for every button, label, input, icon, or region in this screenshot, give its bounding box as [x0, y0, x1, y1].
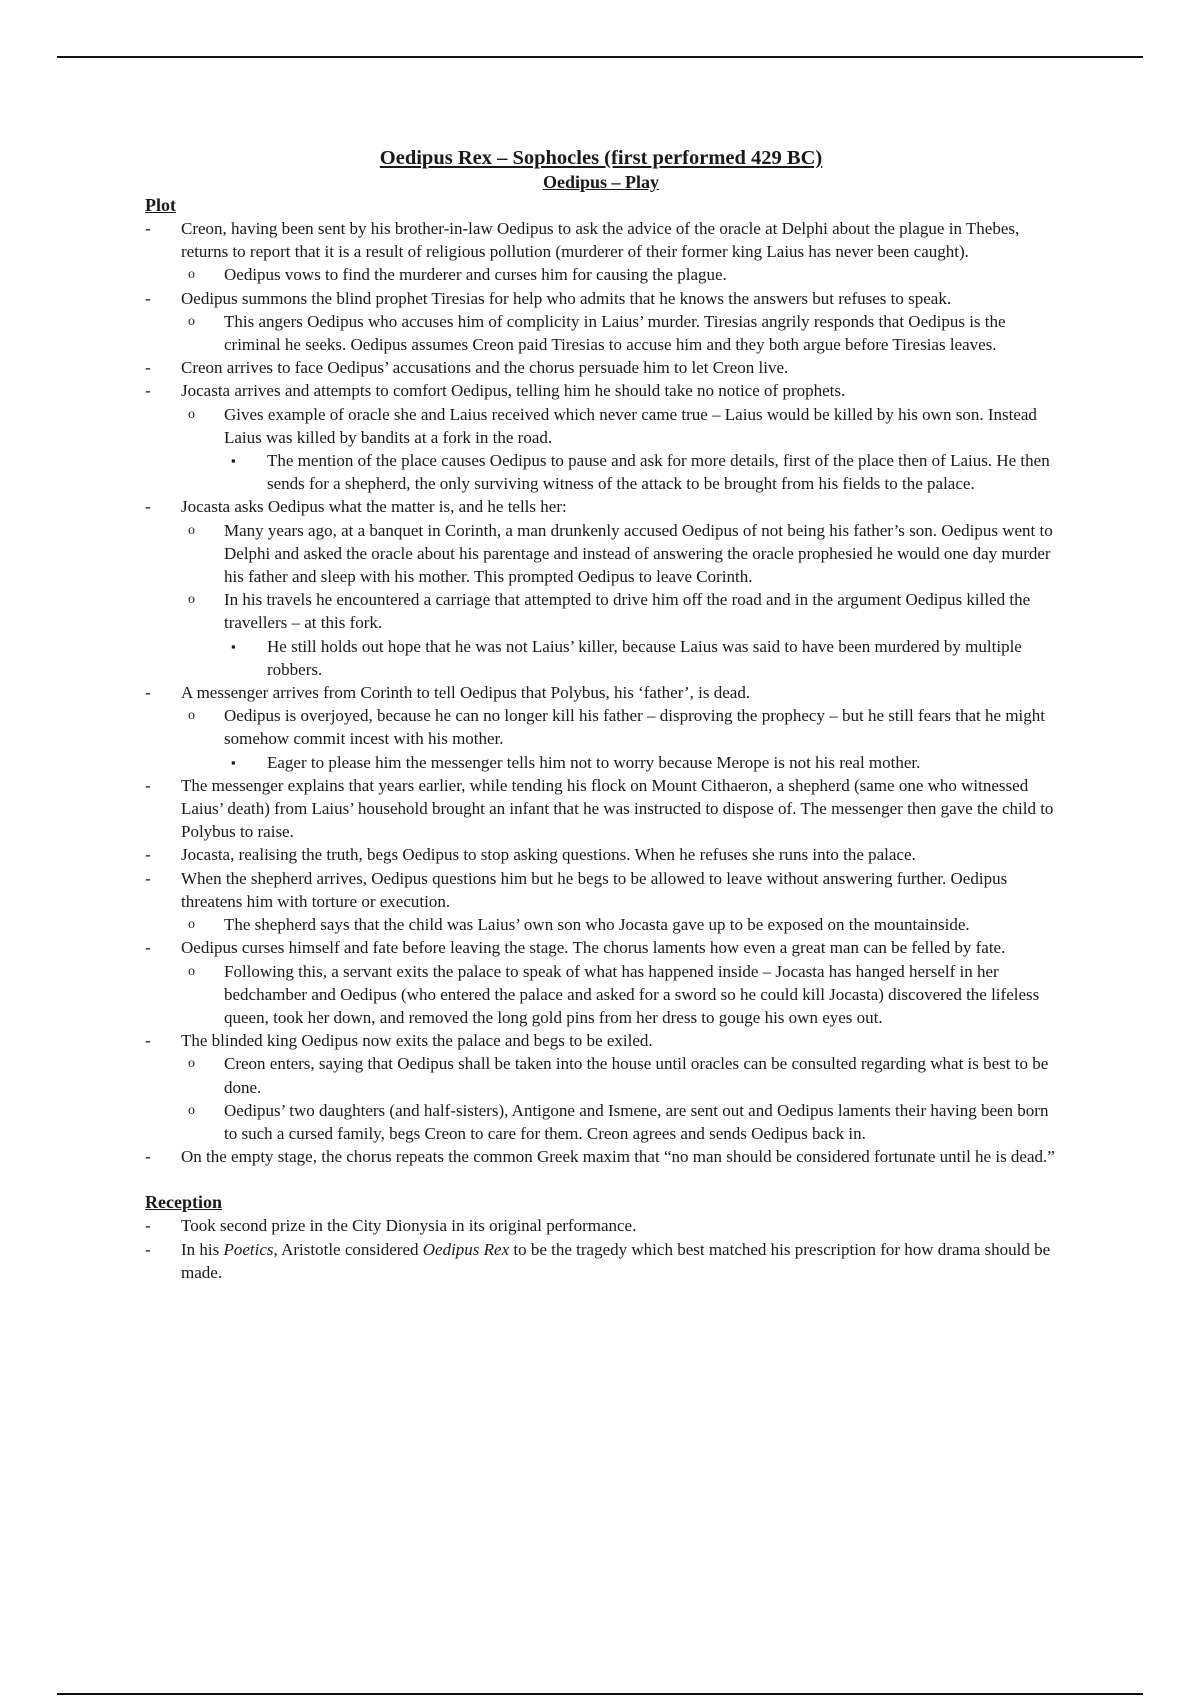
plot-heading: Plot [145, 195, 176, 215]
list-item-text [181, 1238, 1057, 1284]
document-title: Oedipus Rex – Sophocles (first performed 429 BC) [379, 147, 823, 169]
circle-bullet-icon [188, 913, 195, 936]
list-item [145, 1029, 1057, 1052]
list-item [145, 287, 1057, 310]
list-item-text: Creon, having been sent by his brother-in-law Oedipus to ask the advice of the oracle at Delphi about the plague in Thebes, returns to report that it is a result of religious pollution (murderer of their former king Laius has never been caught). [181, 219, 1020, 262]
list-item-text: Creon enters, saying that Oedipus shall be taken into the house until oracles can be consulted regarding what is best to be done. [224, 1054, 1049, 1097]
list-item-text: Gives example of oracle she and Laius received which never came true – Laius would be killed by his own son. Instead Laius was killed by bandits at a fork in the road. [224, 404, 1037, 447]
list-item-text: Oedipus curses himself and fate before leaving the stage. The chorus laments how even a great man can be felled by fate. [181, 938, 1006, 958]
bottom-rule [57, 1693, 1143, 1695]
list-item [145, 1099, 1057, 1145]
square-bullet-icon [231, 751, 236, 774]
dash-bullet-icon [145, 1238, 151, 1261]
list-item-text: Following this, a servant exits the palace to speak of what has happened inside – Jocasta has hanged herself in her bedchamber and Oedipus (who entered the palace and asked for a sword so he could kill Jocasta) discovered the lifeless queen, took her down, and removed the long gold pins from her dress to gouge his own eyes out. [224, 961, 1040, 1027]
list-item [145, 1145, 1057, 1168]
plot-list [145, 217, 1057, 1168]
list-item-text: Many years ago, at a banquet in Corinth, a man drunkenly accused Oedipus of not being his father’s son. Oedipus went to Delphi and asked the oracle about his parentage and instead of answering the oracle prophesied he would one day murder his father and sleep with his mother. This prompted Oedipus to leave Corinth. [224, 520, 1053, 587]
circle-bullet-icon [188, 310, 195, 333]
square-bullet-icon [231, 635, 236, 658]
dash-bullet-icon [145, 1029, 151, 1052]
dash-bullet-icon [145, 217, 151, 240]
list-item [145, 843, 1057, 866]
text-run: to be the tragedy which best matched his prescription for how drama should be made. [181, 1239, 1051, 1282]
dash-bullet-icon [145, 681, 151, 704]
dash-bullet-icon [145, 867, 151, 890]
list-item [145, 704, 1057, 750]
list-item-text: Creon arrives to face Oedipus’ accusations and the chorus persuade him to let Creon live. [181, 358, 789, 378]
list-item-text: The messenger explains that years earlier, while tending his flock on Mount Cithaeron, a shepherd (same one who witnessed Laius’ death) from Laius’ household brought an infant that he was instructed to dispose of. The messenger then gave the child to Polybus to raise. [181, 775, 1054, 842]
list-item [145, 495, 1057, 518]
dash-bullet-icon [145, 774, 151, 797]
list-item [145, 310, 1057, 356]
list-item-text: Jocasta asks Oedipus what the matter is, and he tells her: [181, 497, 567, 517]
list-item [145, 519, 1057, 589]
list-item [145, 681, 1057, 704]
dash-bullet-icon [145, 1145, 151, 1168]
text-run: , Aristotle considered [273, 1239, 423, 1259]
list-item-text: Jocasta, realising the truth, begs Oedipus to stop asking questions. When he refuses she runs into the palace. [181, 845, 916, 865]
list-item-text: He still holds out hope that he was not Laius’ killer, because Laius was said to have been murdered by multiple robbers. [267, 636, 1022, 679]
list-item [145, 1052, 1057, 1098]
circle-bullet-icon [188, 960, 195, 983]
list-item [145, 774, 1057, 844]
square-bullet-icon [231, 449, 236, 472]
dash-bullet-icon [145, 379, 151, 402]
list-item [145, 913, 1057, 936]
list-item [145, 936, 1057, 959]
list-item [145, 588, 1057, 634]
dash-bullet-icon [145, 287, 151, 310]
list-item-text: When the shepherd arrives, Oedipus questions him but he begs to be allowed to leave without answering further. Oedipus threatens him with torture or execution. [181, 868, 1008, 911]
list-item-text: Took second prize in the City Dionysia in its original performance. [181, 1216, 637, 1236]
list-item-text: The shepherd says that the child was Laius’ own son who Jocasta gave up to be exposed on the mountainside. [224, 915, 970, 935]
list-item [145, 1214, 1057, 1237]
list-item-text: A messenger arrives from Corinth to tell Oedipus that Polybus, his ‘father’, is dead. [181, 683, 751, 703]
circle-bullet-icon [188, 1099, 195, 1122]
list-item [145, 449, 1057, 495]
circle-bullet-icon [188, 519, 195, 542]
list-item-text: On the empty stage, the chorus repeats the common Greek maxim that “no man should be considered fortunate until he is dead.” [181, 1147, 1055, 1167]
circle-bullet-icon [188, 588, 195, 611]
list-item-text: Eager to please him the messenger tells him not to worry because Merope is not his real mother. [267, 752, 921, 772]
list-item [145, 356, 1057, 379]
text-run: In his [181, 1239, 224, 1259]
reception-heading: Reception [145, 1192, 222, 1213]
circle-bullet-icon [188, 263, 195, 286]
dash-bullet-icon [145, 843, 151, 866]
list-item-text: Oedipus summons the blind prophet Tiresias for help who admits that he knows the answers but refuses to speak. [181, 288, 952, 308]
list-item [145, 379, 1057, 402]
list-item-text: This angers Oedipus who accuses him of complicity in Laius’ murder. Tiresias angrily responds that Oedipus is the criminal he seeks. Oedipus assumes Creon paid Tiresias to accuse him and they both argue before Tiresias leaves. [224, 311, 1006, 355]
list-item [145, 635, 1057, 681]
list-item-text: Oedipus’ two daughters (and half-sisters), Antigone and Ismene, are sent out and Oedipus laments their having been born to such a cursed family, begs Creon to care for them. Creon agrees and sends Oedipus back in. [224, 1100, 1049, 1143]
dash-bullet-icon [145, 356, 151, 379]
list-item-text: The mention of the place causes Oedipus to pause and ask for more details, first of the place then of Laius. He then sends for a shepherd, the only surviving witness of the attack to be brought from his fields to the palace. [267, 451, 1050, 494]
list-item-text: Oedipus is overjoyed, because he can no longer kill his father – disproving the prophecy – but he still fears that he might somehow commit incest with his mother. [224, 706, 1045, 749]
dash-bullet-icon [145, 936, 151, 959]
list-item-text: Oedipus vows to find the murderer and curses him for causing the plague. [224, 265, 727, 285]
list-item [145, 867, 1057, 913]
play-title-oedipus-rex: Oedipus Rex [422, 1239, 510, 1259]
document-body [145, 145, 1057, 1284]
list-item-text: The blinded king Oedipus now exits the palace and begs to be exiled. [181, 1031, 653, 1051]
list-item-text: Jocasta arrives and attempts to comfort Oedipus, telling him he should take no notice of prophets. [181, 381, 846, 401]
list-item [145, 263, 1057, 286]
list-item [145, 403, 1057, 449]
circle-bullet-icon [188, 403, 195, 426]
circle-bullet-icon [188, 704, 195, 727]
list-item [145, 751, 1057, 774]
circle-bullet-icon [188, 1052, 195, 1075]
book-title-poetics: Poetics [223, 1239, 274, 1259]
dash-bullet-icon [145, 1214, 151, 1237]
list-item [145, 1238, 1057, 1284]
top-rule [57, 56, 1143, 58]
document-subtitle: Oedipus – Play [542, 172, 660, 192]
list-item-text: In his travels he encountered a carriage that attempted to drive him off the road and in the argument Oedipus killed the travellers – at this fork. [224, 590, 1031, 633]
reception-list [145, 1214, 1057, 1284]
dash-bullet-icon [145, 495, 151, 518]
list-item [145, 960, 1057, 1030]
list-item [145, 217, 1057, 263]
